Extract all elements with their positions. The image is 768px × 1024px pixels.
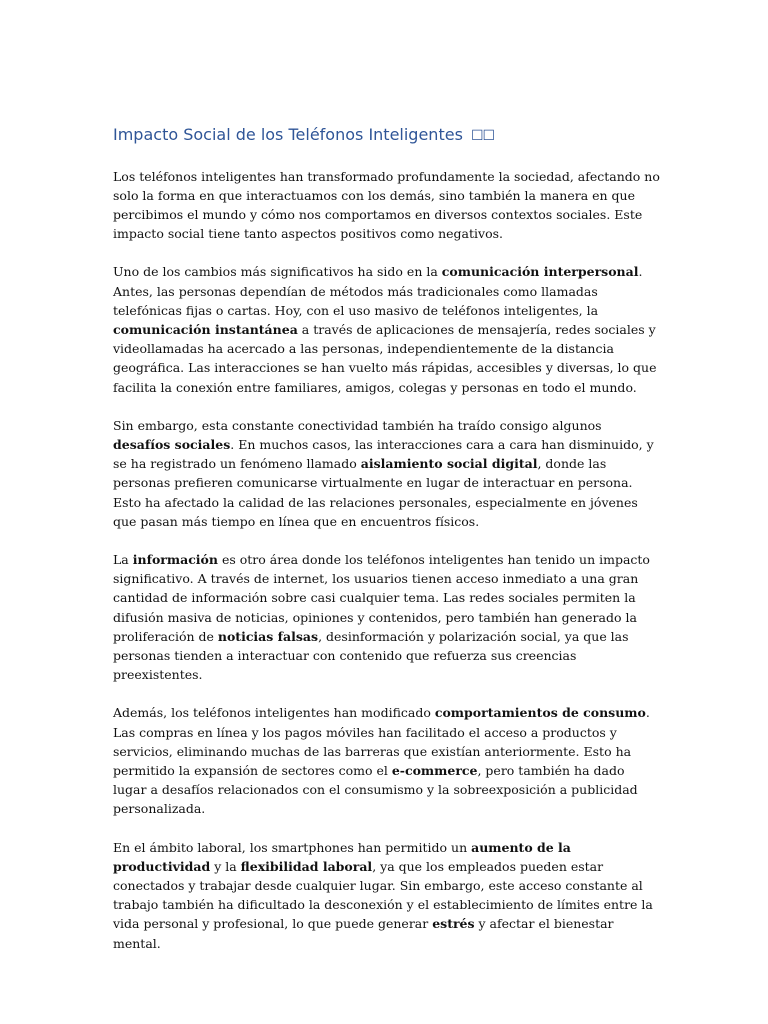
paragraph-text: a través de aplicaciones de mensajería, redes sociales y videollamadas ha acercado a las personas, independientemente de la distancia geográfica. Las interacciones se han vuelto más rápidas, accesibles y diversas, lo que facilita la conexión entre familiares, amigos, colegas y personas en todo el mundo.: [113, 321, 657, 395]
paragraph-text: , pero también ha dado lugar a desafíos relacionados con el consumismo y la sobreexposición a publicidad personalizada.: [113, 762, 638, 817]
paragraph-text: En el ámbito laboral, los smartphones han permitido un: [113, 839, 472, 855]
paragraph-text: Sin embargo, esta constante conectividad también ha traído consigo algunos: [113, 417, 602, 433]
bold-term: estrés: [432, 916, 475, 932]
body-paragraph: [113, 262, 661, 396]
document-title: [113, 124, 661, 147]
paragraph-text: , donde las personas prefieren comunicarse virtualmente en lugar de interactuar en persona. Esto ha afectado la calidad de las relaciones personales, especialmente en jóvenes que pasan más tiempo en línea que en encuentros físicos.: [113, 456, 638, 529]
document-body: [113, 124, 661, 972]
paragraph-text: y afectar el bienestar mental.: [113, 916, 614, 951]
paragraph-text: , desinformación y polarización social, ya que las personas tienden a interactuar con contenido que refuerza sus creencias preexistentes.: [113, 628, 629, 683]
bold-term: aislamiento social digital: [360, 456, 538, 472]
paragraph-text: . En muchos casos, las interacciones cara a cara han disminuido, y se ha registrado un fenómeno llamado: [113, 436, 654, 472]
paragraph-text: es otro área donde los teléfonos inteligentes han tenido un impacto significativo. A través de internet, los usuarios tienen acceso inmediato a una gran cantidad de información sobre casi cualquier tema. Las redes sociales permiten la difusión masiva de noticias, opiniones y contenidos, pero también han generado la proliferación de: [113, 551, 650, 644]
paragraph-text: . Antes, las personas dependían de métodos más tradicionales como llamadas telefónicas fijas o cartas. Hoy, con el uso masivo de teléfonos inteligentes, la: [113, 264, 643, 318]
missing-glyph-icon: ☐☐: [471, 127, 495, 144]
body-paragraph: [113, 550, 661, 684]
paragraph-text: Uno de los cambios más significativos ha sido en la: [113, 264, 442, 280]
body-paragraph: [113, 703, 661, 818]
paragraph-list: [113, 167, 661, 953]
bold-term: comunicación interpersonal: [441, 264, 639, 280]
paragraph-text: Además, los teléfonos inteligentes han modificado: [113, 705, 435, 721]
paragraph-text: . Las compras en línea y los pagos móviles han facilitado el acceso a productos y servicios, eliminando muchas de las barreras que existían anteriormente. Esto ha permitido la expansión de sectores como el: [113, 705, 650, 778]
paragraph-text: y la: [210, 858, 241, 874]
body-paragraph: [113, 416, 661, 531]
paragraph-text: La: [113, 551, 133, 567]
bold-term: e-commerce: [391, 762, 478, 778]
bold-term: comportamientos de consumo: [434, 705, 646, 721]
body-paragraph: [113, 838, 661, 953]
bold-term: desafíos sociales: [113, 436, 231, 452]
paragraph-text: , ya que los empleados pueden estar conectados y trabajar desde cualquier lugar. Sin embargo, este acceso constante al trabajo también ha dificultado la desconexión y el establecimiento de límites entre la vida personal y profesional, lo que puede generar: [113, 858, 653, 932]
bold-term: noticias falsas: [217, 628, 319, 644]
bold-term: información: [132, 551, 218, 567]
bold-term: comunicación instantánea: [113, 321, 298, 337]
bold-term: flexibilidad laboral: [240, 858, 373, 874]
body-paragraph: [113, 167, 661, 244]
document-title-text: Impacto Social de los Teléfonos Inteligentes: [113, 125, 463, 144]
paragraph-text: Los teléfonos inteligentes han transformado profundamente la sociedad, afectando no solo la forma en que interactuamos con los demás, sino también la manera en que percibimos el mundo y cómo nos comportamos en diversos contextos sociales. Este impacto social tiene tanto aspectos positivos como negativos.: [113, 168, 660, 242]
bold-term: aumento de la productividad: [113, 839, 571, 874]
